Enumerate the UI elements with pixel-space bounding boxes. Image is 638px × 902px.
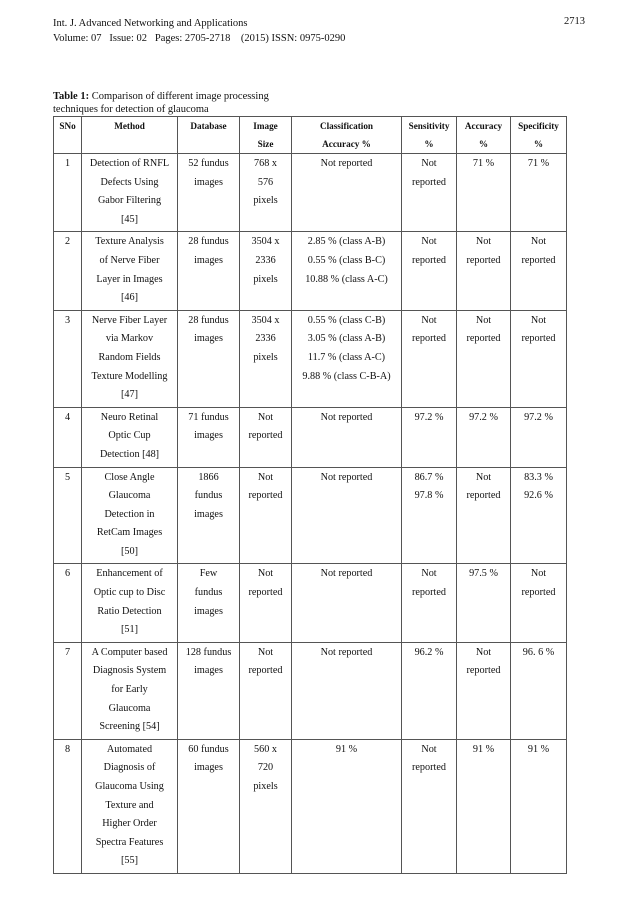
cell-image-size: 560 x 720 pixels [240,739,292,873]
cell-specificity: 83.3 % 92.6 % [511,467,567,564]
cell-image-size: Not reported [240,407,292,467]
cell-accuracy: Not reported [457,467,511,564]
cell-database: Few fundus images [178,564,240,642]
table-row [54,232,567,310]
col-header-classification-accuracy: Classification Accuracy % [292,117,402,154]
col-header-sensitivity: Sensitivity % [402,117,457,154]
cell-image-size: 3504 x 2336 pixels [240,310,292,407]
cell-sensitivity: 86.7 % 97.8 % [402,467,457,564]
table-row [54,564,567,642]
table-caption-label: Table 1: [53,91,90,102]
cell-classification-accuracy: Not reported [292,642,402,739]
col-header-image-size: Image Size [240,117,292,154]
table-caption [53,90,313,116]
cell-sno: 4 [54,407,82,467]
cell-sno: 5 [54,467,82,564]
cell-specificity: Not reported [511,310,567,407]
cell-accuracy: 97.2 % [457,407,511,467]
cell-database: 71 fundus images [178,407,240,467]
cell-database: 128 fundus images [178,642,240,739]
cell-method: Close Angle Glaucoma Detection in RetCam Images [50] [82,467,178,564]
cell-accuracy: 97.5 % [457,564,511,642]
cell-classification-accuracy: Not reported [292,154,402,232]
cell-classification-accuracy: 0.55 % (class C-B) 3.05 % (class A-B) 11.7 % (class A-C) 9.88 % (class C-B-A) [292,310,402,407]
col-header-accuracy: Accuracy % [457,117,511,154]
cell-sensitivity: Not reported [402,310,457,407]
cell-sno: 1 [54,154,82,232]
running-header [53,16,345,46]
cell-sensitivity: Not reported [402,564,457,642]
cell-accuracy: Not reported [457,232,511,310]
table-row [54,154,567,232]
cell-classification-accuracy: 91 % [292,739,402,873]
cell-accuracy: 71 % [457,154,511,232]
cell-method: Nerve Fiber Layer via Markov Random Fields Texture Modelling [47] [82,310,178,407]
cell-image-size: Not reported [240,467,292,564]
cell-image-size: Not reported [240,564,292,642]
cell-sensitivity: 96.2 % [402,642,457,739]
table-row [54,642,567,739]
cell-method: Detection of RNFL Defects Using Gabor Filtering [45] [82,154,178,232]
cell-specificity: 91 % [511,739,567,873]
cell-sno: 8 [54,739,82,873]
cell-accuracy: Not reported [457,310,511,407]
table-caption-text: Comparison of different image processing techniques for detection of glaucoma [53,91,269,115]
comparison-table [53,116,567,874]
volume-line: Volume: 07 Issue: 02 Pages: 2705-2718 (2015) ISSN: 0975-0290 [53,33,346,44]
table-row [54,467,567,564]
cell-classification-accuracy: Not reported [292,564,402,642]
cell-specificity: 71 % [511,154,567,232]
cell-sno: 7 [54,642,82,739]
cell-image-size: 3504 x 2336 pixels [240,232,292,310]
table-row [54,739,567,873]
cell-method: Neuro Retinal Optic Cup Detection [48] [82,407,178,467]
cell-sensitivity: Not reported [402,739,457,873]
cell-classification-accuracy: Not reported [292,467,402,564]
col-header-specificity: Specificity % [511,117,567,154]
journal-name: Int. J. Advanced Networking and Applications [53,18,248,29]
cell-classification-accuracy: Not reported [292,407,402,467]
table-row [54,310,567,407]
cell-method: Enhancement of Optic cup to Disc Ratio Detection [51] [82,564,178,642]
col-header-sno: SNo [54,117,82,154]
cell-image-size: 768 x 576 pixels [240,154,292,232]
cell-sensitivity: 97.2 % [402,407,457,467]
cell-database: 60 fundus images [178,739,240,873]
cell-sno: 2 [54,232,82,310]
cell-sno: 6 [54,564,82,642]
cell-method: A Computer based Diagnosis System for Early Glaucoma Screening [54] [82,642,178,739]
cell-database: 28 fundus images [178,310,240,407]
cell-database: 28 fundus images [178,232,240,310]
cell-sensitivity: Not reported [402,232,457,310]
cell-sensitivity: Not reported [402,154,457,232]
cell-database: 1866 fundus images [178,467,240,564]
table-header-row [54,117,567,154]
col-header-method: Method [82,117,178,154]
cell-specificity: 97.2 % [511,407,567,467]
cell-accuracy: Not reported [457,642,511,739]
cell-specificity: 96. 6 % [511,642,567,739]
table-row [54,407,567,467]
page-number: 2713 [564,16,585,27]
cell-image-size: Not reported [240,642,292,739]
cell-method: Automated Diagnosis of Glaucoma Using Texture and Higher Order Spectra Features [55] [82,739,178,873]
cell-accuracy: 91 % [457,739,511,873]
cell-classification-accuracy: 2.85 % (class A-B) 0.55 % (class B-C) 10.88 % (class A-C) [292,232,402,310]
col-header-database: Database [178,117,240,154]
cell-sno: 3 [54,310,82,407]
cell-specificity: Not reported [511,564,567,642]
cell-database: 52 fundus images [178,154,240,232]
cell-specificity: Not reported [511,232,567,310]
cell-method: Texture Analysis of Nerve Fiber Layer in Images [46] [82,232,178,310]
